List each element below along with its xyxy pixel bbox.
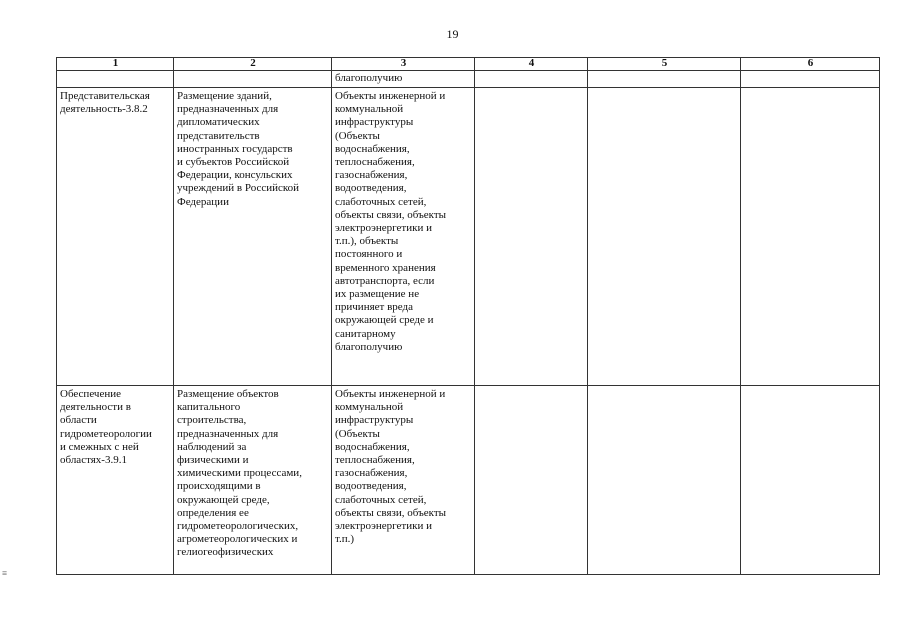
table-cell: [475, 88, 588, 386]
cell-text: [478, 71, 585, 72]
cell-text: [591, 71, 738, 72]
table-cell: [332, 71, 475, 88]
auxiliary-uses: Объекты инженерной и коммунальной инфраструктуры (Объекты водоснабжения, теплоснабжения, газоснабжения, водоотведения, слаботочных сетей, объекты связи, объекты электроэнергетики и т.п.): [335, 388, 447, 546]
cell-text: [591, 88, 738, 90]
table-cell: [741, 71, 880, 88]
use-description: Размещение зданий, предназначенных для дипломатических представительств иностранных государств и субъектов Российской Федерации, консульских учреждений в Российской Федерации: [177, 90, 300, 208]
column-header-4: 4: [475, 58, 588, 71]
column-header-1: 1: [57, 58, 174, 71]
table-cell: [741, 386, 880, 575]
column-header-3: 3: [332, 58, 475, 71]
table-row-continuation: [57, 71, 880, 88]
use-type-name: Представительская деятельность-3.8.2: [60, 90, 150, 116]
column-header-2: 2: [174, 58, 332, 71]
margin-mark: ≡: [2, 568, 8, 578]
cell-text: [60, 71, 171, 72]
cell-text: [177, 71, 329, 72]
cell-text: [744, 88, 877, 90]
table-cell: [57, 71, 174, 88]
table-cell: [588, 88, 741, 386]
table-header-row: [57, 58, 880, 71]
cell-text: [744, 386, 877, 388]
auxiliary-uses-cell: [332, 386, 475, 575]
column-header-6: 6: [741, 58, 880, 71]
column-header-5: 5: [588, 58, 741, 71]
table-cell: [475, 386, 588, 575]
table-cell: [174, 71, 332, 88]
use-description-cell: [174, 88, 332, 386]
table-cell: [741, 88, 880, 386]
auxiliary-uses-cell: [332, 88, 475, 386]
use-description-cell: [174, 386, 332, 575]
table-cell: [588, 71, 741, 88]
cell-text: [478, 88, 585, 90]
table-cell: [588, 386, 741, 575]
use-description: Размещение объектов капитального строительства, предназначенных для наблюдений за физическими и химическими процессами, происходящими в окружающей среде, определения ее гидрометеорологических, агрометеорологических и гелиогеофизических: [177, 388, 302, 559]
land-use-table: [56, 57, 880, 575]
page-number: 19: [446, 27, 459, 41]
table-row: [57, 88, 880, 386]
auxiliary-uses: Объекты инженерной и коммунальной инфраструктуры (Объекты водоснабжения, теплоснабжения, газоснабжения, водоотведения, слаботочных сетей, объекты связи, объекты электроэнергетики и т.п.), объекты постоянного и временного хранения автотранспорта, если их размещение не причиняет вреда окружающей среде и санитарному благополучию: [335, 90, 447, 353]
table-cell: [475, 71, 588, 88]
cell-text: [744, 71, 877, 72]
cell-text: [591, 386, 738, 388]
use-type-name: Обеспечение деятельности в области гидрометеорологии и смежных с ней областях-3.9.1: [60, 388, 152, 467]
cell-text: благополучию: [335, 72, 403, 84]
table-row: [57, 386, 880, 575]
use-type-cell: [57, 386, 174, 575]
use-type-cell: [57, 88, 174, 386]
cell-text: [478, 386, 585, 388]
